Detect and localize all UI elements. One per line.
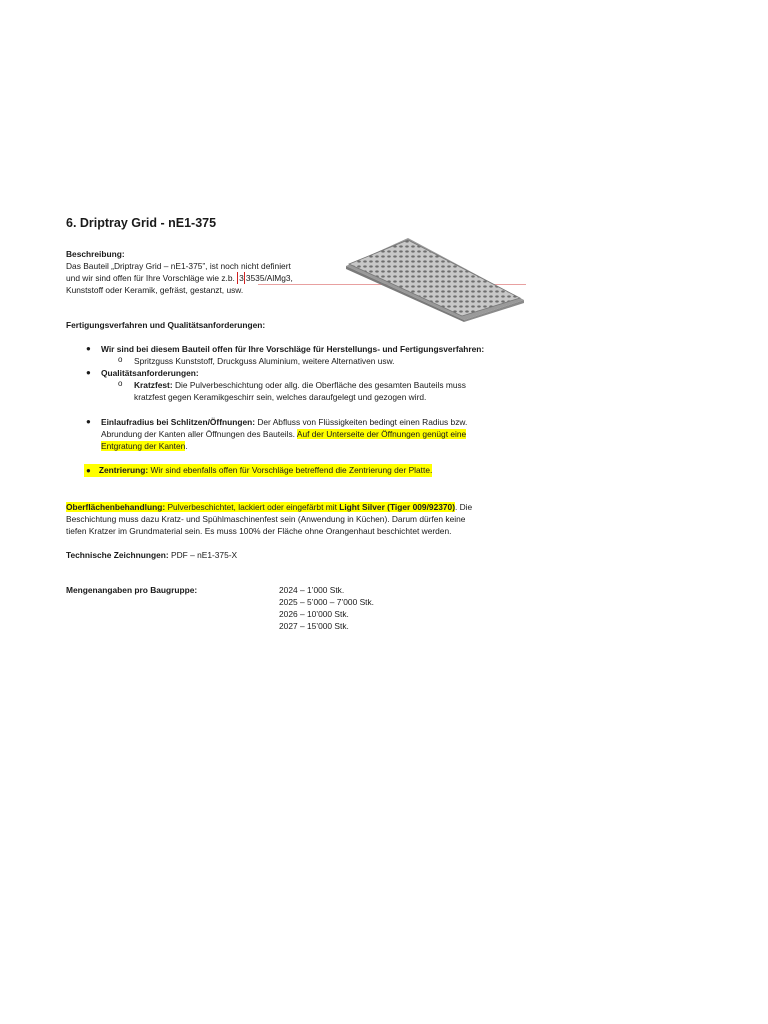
- bullet-4-line: [84, 464, 432, 477]
- einlaufradius-end: .: [185, 441, 188, 451]
- mengen-row: 2027 – 15’000 Stk.: [279, 621, 349, 631]
- oberflaeche-line-2: Beschichtung muss dazu Kratz- und Spühlmaschinenfest sein (Anwendung in Küchen). Darum dürfen keine: [66, 514, 466, 524]
- beschreibung-line-3: Kunststoff oder Keramik, gefräst, gestanzt, usw.: [66, 285, 244, 295]
- beschreibung-label: Beschreibung:: [66, 249, 125, 259]
- zeichnungen-label: Technische Zeichnungen:: [66, 550, 169, 560]
- einlaufradius-text-2: Abrundung der Kanten aller Öffnungen des Bauteils.: [101, 429, 297, 439]
- oberflaeche-after: . Die: [454, 502, 473, 512]
- mengen-row: 2024 – 1’000 Stk.: [279, 585, 345, 595]
- bullet-disc: ●: [86, 417, 91, 426]
- bullet-disc: ●: [86, 344, 91, 353]
- bullet-1-text: Wir sind bei diesem Bauteil offen für Ihre Vorschläge für Herstellungs- und Fertigungsverfahren:: [101, 344, 485, 354]
- zentrierung-text: Wir sind ebenfalls offen für Vorschläge betreffend die Zentrierung der Platte.: [148, 465, 433, 475]
- einlaufradius-label: Einlaufradius bei Schlitzen/Öffnungen:: [101, 417, 256, 427]
- mengen-label: Mengenangaben pro Baugruppe:: [66, 585, 198, 595]
- mengen-row: 2026 – 10’000 Stk.: [279, 609, 349, 619]
- oberflaeche-highlight: Pulverbeschichtet, lackiert oder eingefärbt mit: [165, 502, 340, 512]
- einlaufradius-highlight-1: Auf der Unterseite der Öffnungen genügt eine: [296, 429, 467, 439]
- bullet-2-sub-line-2: kratzfest gegen Keramikgeschirr sein, welches daraufgelegt und gezogen wird.: [134, 392, 427, 402]
- bullet-disc: ●: [86, 368, 91, 377]
- oberflaeche-color: Light Silver (Tiger 009/92370): [339, 502, 455, 512]
- text-cursor-marker: 3: [239, 273, 244, 283]
- beschreibung-line-2-b: 3535/AlMg3,: [245, 273, 293, 283]
- section-heading: 6. Driptray Grid - nE1-375: [66, 216, 217, 230]
- oberflaeche-label: Oberflächenbehandlung:: [66, 502, 166, 512]
- zeichnungen-line: [66, 549, 237, 561]
- bullet-3-line-2: [101, 428, 466, 440]
- bullet-circle: o: [118, 379, 123, 388]
- mengen-row: 2025 – 5’000 – 7’000 Stk.: [279, 597, 374, 607]
- oberflaeche-line-1: [66, 501, 472, 513]
- kratzfest-label: Kratzfest:: [134, 380, 173, 390]
- bullet-2-text: Qualitätsanforderungen:: [101, 368, 199, 378]
- beschreibung-line-1: Das Bauteil „Driptray Grid – nE1-375”, ist noch nicht definiert: [66, 261, 291, 271]
- bullet-3-line-1: [101, 416, 467, 428]
- einlaufradius-text: Der Abfluss von Flüssigkeiten bedingt einen Radius bzw.: [255, 417, 468, 427]
- beschreibung-line-2-a: und wir sind offen für Ihre Vorschläge wie z.b.: [66, 273, 238, 283]
- bullet-disc: ●: [86, 466, 91, 475]
- bullet-circle: o: [118, 355, 123, 364]
- zentrierung-label: Zentrierung:: [98, 465, 149, 475]
- bullet-2-sub-line-1: [134, 379, 466, 391]
- oberflaeche-line-3: tiefen Kratzer im Grundmaterial sein. Es muss 100% der Fläche ohne Orangenhaut beschichtet werden.: [66, 526, 452, 536]
- fertigung-label: Fertigungsverfahren und Qualitätsanforderungen:: [66, 320, 266, 330]
- einlaufradius-highlight-2: Entgratung der Kanten: [101, 441, 186, 451]
- kratzfest-text: Die Pulverbeschichtung oder allg. die Oberfläche des gesamten Bauteils muss: [172, 380, 466, 390]
- beschreibung-line-2: [66, 272, 293, 284]
- zeichnungen-value: PDF – nE1-375-X: [168, 550, 238, 560]
- bullet-3-line-3: [101, 440, 188, 452]
- bullet-1-sub: Spritzguss Kunststoff, Druckguss Aluminium, weitere Alternativen usw.: [134, 356, 395, 366]
- driptray-grid-image: [344, 234, 526, 322]
